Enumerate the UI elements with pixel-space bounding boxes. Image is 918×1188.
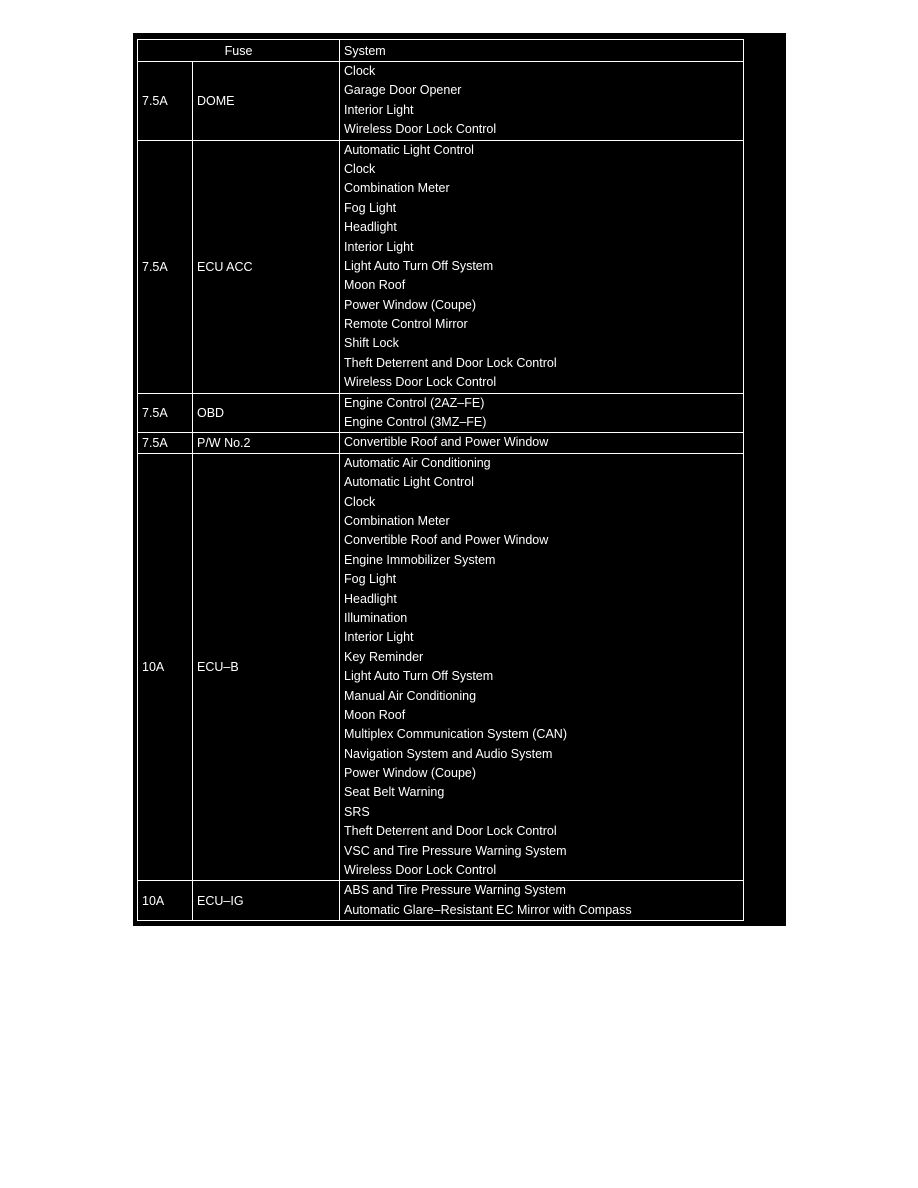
- system-item: Power Window (Coupe): [344, 297, 477, 312]
- system-item: Manual Air Conditioning: [344, 688, 477, 703]
- system-item: Shift Lock: [344, 336, 399, 351]
- table-row: [138, 453, 744, 881]
- fuse-amperage: 7.5A: [138, 433, 193, 453]
- system-item: SRS: [344, 804, 370, 819]
- fuse-amperage: 7.5A: [138, 140, 193, 393]
- table-body: [138, 62, 744, 921]
- fuse-systems: [340, 393, 744, 433]
- system-item: Moon Roof: [344, 707, 406, 722]
- fuse-name: OBD: [193, 393, 340, 433]
- system-item: Fog Light: [344, 200, 397, 215]
- fuse-name: ECU–B: [193, 453, 340, 881]
- system-item: Wireless Door Lock Control: [344, 122, 497, 137]
- system-item: Theft Deterrent and Door Lock Control: [344, 355, 557, 370]
- system-item: Clock: [344, 494, 376, 509]
- fuse-amperage: 7.5A: [138, 62, 193, 141]
- fuse-systems: [340, 433, 744, 453]
- fuse-systems: [340, 881, 744, 921]
- system-item: Wireless Door Lock Control: [344, 863, 497, 878]
- fuse-table-sheet: [133, 33, 786, 926]
- system-item: Remote Control Mirror: [344, 317, 468, 332]
- system-item: Clock: [344, 161, 376, 176]
- system-item: Garage Door Opener: [344, 83, 462, 98]
- system-item: Headlight: [344, 220, 397, 235]
- system-item: Automatic Light Control: [344, 142, 474, 157]
- fuse-name: ECU ACC: [193, 140, 340, 393]
- system-item: Combination Meter: [344, 181, 450, 196]
- system-item: Automatic Glare–Resistant EC Mirror with Compass: [344, 902, 632, 917]
- fuse-amperage: 10A: [138, 453, 193, 881]
- table-row: [138, 881, 744, 921]
- fuse-systems: [340, 62, 744, 141]
- system-item: Light Auto Turn Off System: [344, 669, 494, 684]
- header-row: [138, 40, 744, 62]
- system-item: ABS and Tire Pressure Warning System: [344, 883, 566, 898]
- system-item: Interior Light: [344, 630, 414, 645]
- system-item: Key Reminder: [344, 649, 424, 664]
- fuse-amperage: 7.5A: [138, 393, 193, 433]
- fuse-header: Fuse: [138, 40, 340, 62]
- system-item: Convertible Roof and Power Window: [344, 533, 549, 548]
- fuse-name: P/W No.2: [193, 433, 340, 453]
- system-item: Illumination: [344, 610, 408, 625]
- system-item: Engine Immobilizer System: [344, 552, 496, 567]
- system-item: Light Auto Turn Off System: [344, 258, 494, 273]
- table-row: [138, 393, 744, 433]
- system-header: System: [340, 40, 744, 62]
- system-item: Interior Light: [344, 239, 414, 254]
- system-item: Seat Belt Warning: [344, 785, 445, 800]
- system-item: Convertible Roof and Power Window: [344, 435, 549, 450]
- system-item: Headlight: [344, 591, 397, 606]
- fuse-systems: [340, 453, 744, 881]
- system-item: Theft Deterrent and Door Lock Control: [344, 824, 557, 839]
- system-item: Power Window (Coupe): [344, 766, 477, 781]
- fuse-systems: [340, 140, 744, 393]
- system-item: Multiplex Communication System (CAN): [344, 727, 567, 742]
- fuse-amperage: 10A: [138, 881, 193, 921]
- system-item: Interior Light: [344, 102, 414, 117]
- system-item: Fog Light: [344, 572, 397, 587]
- table-row: [138, 62, 744, 141]
- system-item: Combination Meter: [344, 513, 450, 528]
- system-item: VSC and Tire Pressure Warning System: [344, 843, 567, 858]
- system-item: Automatic Air Conditioning: [344, 455, 491, 470]
- system-item: Engine Control (3MZ–FE): [344, 415, 487, 430]
- table-row: [138, 433, 744, 453]
- system-item: Clock: [344, 64, 376, 78]
- system-item: Automatic Light Control: [344, 475, 474, 490]
- system-item: Engine Control (2AZ–FE): [344, 395, 485, 410]
- fuse-name: DOME: [193, 62, 340, 141]
- fuse-name: ECU–IG: [193, 881, 340, 921]
- system-item: Wireless Door Lock Control: [344, 375, 497, 390]
- system-item: Moon Roof: [344, 278, 406, 293]
- system-item: Navigation System and Audio System: [344, 746, 553, 761]
- table-row: [138, 140, 744, 393]
- fuse-table: [137, 39, 744, 921]
